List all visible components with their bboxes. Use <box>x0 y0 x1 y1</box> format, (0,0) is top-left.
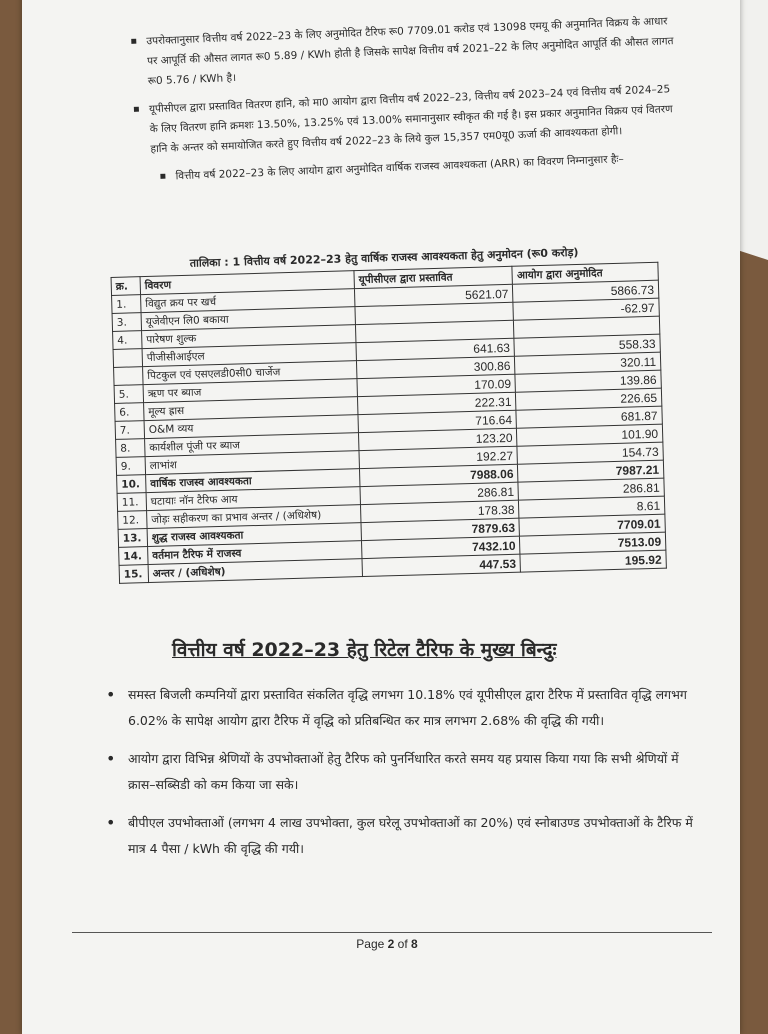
cell-description: वर्तमान टैरिफ में राजस्व <box>148 541 362 565</box>
header-sno: क्र. <box>111 277 140 296</box>
cell-approved: 226.65 <box>516 388 662 410</box>
page-current: 2 <box>387 937 395 951</box>
cell-sno: 4. <box>113 331 142 350</box>
page-sep: of <box>394 937 412 951</box>
cell-sno: 5. <box>114 385 143 404</box>
cell-approved: 558.33 <box>514 334 660 356</box>
cell-proposed: 192.27 <box>359 446 518 468</box>
table-body <box>112 280 667 583</box>
list-item: • समस्त बिजली कम्पनियों द्वारा प्रस्तावित संकलित वृद्धि लगभग 10.18% एवं यूपीसीएल द्वारा टैरिफ में प्रस्तावित वृद्धि लगभग 6.02% के सापेक्ष आयोग द्वारा टैरिफ में वृद्धि को प्रतिबन्धित कर मात्र लगभग 2.68% की वृद्धि की गयी। <box>106 682 706 734</box>
list-item: ▪ वित्तीय वर्ष 2022–23 के लिए आयोग द्वारा अनुमोदित वार्षिक राजस्व आवश्यकता (ARR) का विवरण निम्नानुसार हैः– <box>159 147 683 187</box>
main-bullet-list <box>106 682 706 874</box>
cell-sno: 13. <box>118 529 147 548</box>
cell-description: मूल्य ह्रास <box>144 397 358 421</box>
cell-proposed: 286.81 <box>360 482 519 504</box>
cell-description: पिटकुल एवं एसएलडी0सी0 चार्जेज <box>143 361 357 385</box>
cell-proposed: 300.86 <box>356 356 515 378</box>
cell-proposed: 5621.07 <box>354 284 513 306</box>
cell-approved: -62.97 <box>513 298 659 320</box>
cell-sno <box>114 367 143 386</box>
cell-description: घटायाः नॉन टैरिफ आय <box>146 487 360 511</box>
cell-description: यूजेवीएन लि0 बकाया <box>141 307 355 331</box>
header-description: विवरण <box>140 271 354 295</box>
cell-description: विद्युत क्रय पर खर्च <box>141 289 355 313</box>
table-caption: तालिका : 1 वित्तीय वर्ष 2022–23 हेतु वार्षिक राजस्व आवश्यकता हेतु अनुमोदन (रू0 करोड़) <box>189 245 579 270</box>
cell-sno: 8. <box>116 439 145 458</box>
cell-sno: 12. <box>118 511 147 530</box>
cell-sno: 7. <box>115 421 144 440</box>
cell-proposed: 7988.06 <box>359 464 518 486</box>
cell-approved: 5866.73 <box>513 280 659 302</box>
cell-approved: 286.81 <box>518 478 664 500</box>
cell-sno: 10. <box>117 475 146 494</box>
cell-approved: 101.90 <box>517 424 663 446</box>
arr-table <box>111 262 667 584</box>
cell-description: ऋण पर ब्याज <box>143 379 357 403</box>
section-heading: वित्तीय वर्ष 2022–23 हेतु रिटेल टैरिफ के मुख्य बिन्दुः <box>172 639 557 661</box>
list-item: ▪ यूपीसीएल द्वारा प्रस्तावित वितरण हानि, को मा0 आयोग द्वारा वित्तीय वर्ष 2022–23, वित्तीय वर्ष 2023–24 एवं वित्तीय वर्ष 2024–25 के लिए वितरण हानि क्रमशः 13.50%, 13.25% एवं 13.00% समानानुसार स्वीकृत की गई है। इस प्रकार अनुमानित विक्रय एवं वितरण हानि के अन्तर को समायोजित करते हुए वित्तीय वर्ष 2022–23 के लिये कुल 15,357 एम0यू0 ऊर्जा की आवश्यकता होगी। <box>133 79 683 160</box>
cell-sno: 14. <box>119 547 148 566</box>
cell-proposed: 7432.10 <box>361 536 520 558</box>
cell-approved: 195.92 <box>520 550 666 572</box>
cell-description: O&M व्यय <box>144 415 358 439</box>
cell-proposed: 447.53 <box>362 554 521 576</box>
cell-sno <box>113 349 142 368</box>
cell-approved: 154.73 <box>517 442 663 464</box>
cell-description: शुद्ध राजस्व आवश्यकता <box>147 523 361 547</box>
cell-description: कार्यशील पूंजी पर ब्याज <box>145 433 359 457</box>
cell-approved: 7987.21 <box>518 460 664 482</box>
cell-description: पारेषण शुल्क <box>142 325 356 349</box>
arr-table-section <box>110 243 667 584</box>
cell-sno: 11. <box>117 493 146 512</box>
cell-description: पीजीसीआईएल <box>142 343 356 367</box>
page-number <box>22 937 752 951</box>
cell-proposed: 641.63 <box>356 338 515 360</box>
cell-proposed: 170.09 <box>357 374 516 396</box>
list-item: ▪ उपरोक्तानुसार वित्तीय वर्ष 2022–23 के लिए अनुमोदित टैरिफ रू0 7709.01 करोड एवं 13098 एमयू की अनुमानित विक्रय के आधार पर आपूर्ति की औसत लागत रू0 5.89 / KWh होती है जिसके सापेक्ष वित्तीय वर्ष 2021–22 के लिए अनुमोदित आपूर्ति की औसत लागत रू0 5.76 / KWh है। <box>130 11 680 92</box>
cell-description: अन्तर / (अधिशेष) <box>148 559 362 583</box>
footer-divider <box>72 932 712 933</box>
top-bullet-list <box>130 11 684 196</box>
cell-proposed: 178.38 <box>360 500 519 522</box>
cell-proposed: 123.20 <box>358 428 517 450</box>
list-item: • आयोग द्वारा विभिन्न श्रेणियों के उपभोक्ताओं हेतु टैरिफ को पुनर्निधारित करते समय यह प्रयास किया गया कि सभी श्रेणियों में क्रास–सब्सिडी को कम किया जा सके। <box>106 746 706 798</box>
cell-sno: 3. <box>112 313 141 332</box>
cell-approved: 139.86 <box>515 370 661 392</box>
cell-approved: 320.11 <box>515 352 661 374</box>
header-approved: आयोग द्वारा अनुमोदित <box>512 262 658 284</box>
cell-sno: 15. <box>119 565 148 584</box>
cell-approved: 8.61 <box>519 496 665 518</box>
cell-proposed: 7879.63 <box>361 518 520 540</box>
page-prefix: Page <box>356 937 388 951</box>
cell-description: लाभांश <box>145 451 359 475</box>
cell-description: जोड़ः सहीकरण का प्रभाव अन्तर / (अधिशेष) <box>147 505 361 529</box>
cell-sno: 9. <box>116 457 145 476</box>
document-page <box>22 0 740 1034</box>
cell-approved: 681.87 <box>516 406 662 428</box>
cell-proposed: 222.31 <box>357 392 516 414</box>
cell-sno: 1. <box>112 295 141 314</box>
cell-sno: 6. <box>115 403 144 422</box>
cell-proposed: 716.64 <box>358 410 517 432</box>
page-total: 8 <box>411 937 418 951</box>
cell-description: वार्षिक राजस्व आवश्यकता <box>146 469 360 493</box>
list-item: • बीपीएल उपभोक्ताओं (लगभग 4 लाख उपभोक्ता, कुल घरेलू उपभोक्ताओं का 20%) एवं स्नोबाउण्ड उपभोक्ताओं के टैरिफ में मात्र 4 पैसा / kWh की वृद्धि की गयी। <box>106 810 706 862</box>
cell-approved: 7513.09 <box>520 532 666 554</box>
header-proposed: यूपीसीएल द्वारा प्रस्तावित <box>354 266 513 288</box>
cell-approved: 7709.01 <box>519 514 665 536</box>
